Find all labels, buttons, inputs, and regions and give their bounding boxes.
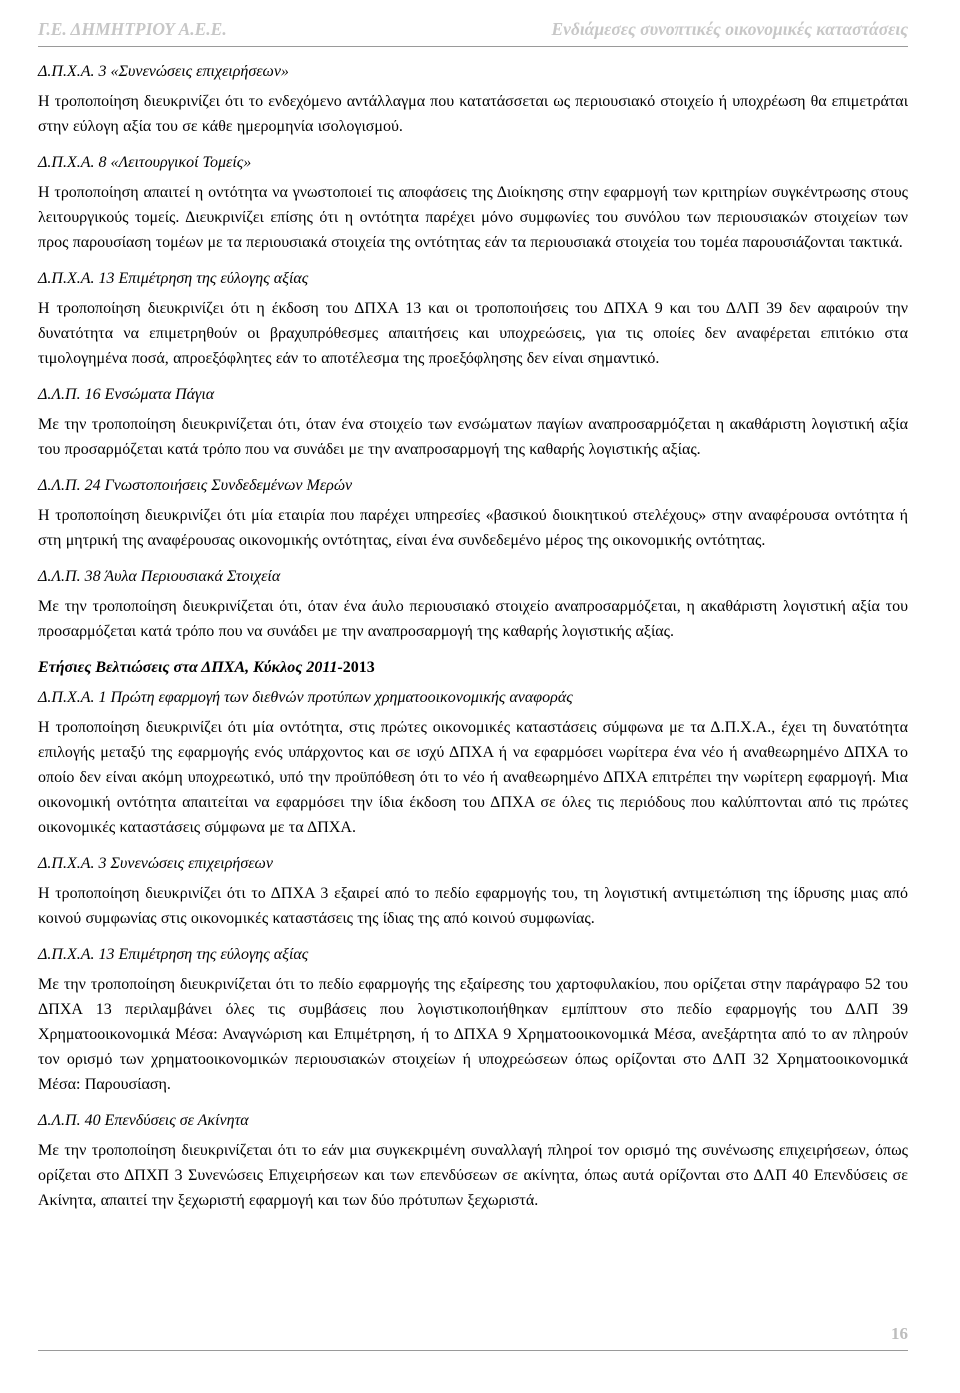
section-heading: Δ.Λ.Π. 16 Ενσώματα Πάγια — [38, 386, 215, 403]
report-title: Ενδιάμεσες συνοπτικές οικονομικές καταστάσεις — [551, 19, 908, 39]
section-paragraph: Η τροποποίηση απαιτεί η οντότητα να γνωστοποιεί τις αποφάσεις της Διοίκησης στην εφαρμογή των κριτηρίων συγκέντρωσης στους λειτουργικούς τομείς. Διευκρινίζει επίσης ότι η οντότητα παρέχει μόνο συμφωνίες του συνόλου των περιουσιακών στοιχείων των προς παρουσίαση τομέων με τα περιουσιακά στοιχεία της οντότητας εάν τα περιουσιακά στοιχεία του τομέα παρουσιάζονται τακτικά. — [38, 184, 908, 251]
section-paragraph: Με την τροποποίηση διευκρινίζεται ότι, όταν ένα άυλο περιουσιακό στοιχείο αναπροσαρμόζεται, η ακαθάριστη λογιστική αξία του προσαρμόζεται κατά τρόπο που να συνάδει με την αναπροσαρμογή της καθαρής λογιστικής αξίας. — [38, 598, 908, 640]
section-heading: Δ.Π.Χ.Α. 13 Επιμέτρηση της εύλογης αξίας — [38, 270, 309, 287]
section-paragraph: Η τροποποίηση διευκρινίζει ότι το ενδεχόμενο αντάλλαγμα που κατατάσσεται ως περιουσιακό στοιχείο ή υποχρέωση θα επιμετράται στην εύλογη αξία του σε κάθε ημερομηνία ισολογισμού. — [38, 93, 908, 135]
section-paragraph: Η τροποποίηση διευκρινίζει ότι το ΔΠΧΑ 3 εξαιρεί από το πεδίο εφαρμογής του, τη λογιστική αντιμετώπιση της ίδρυσης μιας από κοινού συμφωνίας στις οικονομικές καταστάσεις της ίδιας της από κοινού συμφωνίας. — [38, 885, 908, 927]
section-heading: Δ.Π.Χ.Α. 8 «Λειτουργικοί Τομείς» — [38, 154, 252, 171]
section-paragraph: Η τροποποίηση διευκρινίζει ότι μία εταιρία που παρέχει υπηρεσίες «βασικού διοικητικού στελέχους» στην αναφέρουσα οντότητα ή στη μητρική της αναφέρουσας οικονομικής οντότητας, είναι ένα συνδεδεμένο μέρος της οικονομικής οντότητας. — [38, 507, 908, 549]
page-header — [38, 16, 908, 47]
company-name: Γ.Ε. ΔΗΜΗΤΡΙΟΥ Α.Ε.Ε. — [38, 19, 227, 39]
annual-title-year: 2013 — [342, 659, 375, 676]
annual-improvements-title — [38, 655, 908, 680]
document-body — [38, 59, 908, 1224]
section-heading: Δ.Π.Χ.Α. 3 «Συνενώσεις επιχειρήσεων» — [38, 63, 289, 80]
page-footer — [38, 1318, 908, 1351]
section-heading: Δ.Π.Χ.Α. 1 Πρώτη εφαρμογή των διεθνών προτύπων χρηματοοικονομικής αναφοράς — [38, 689, 573, 706]
section-heading: Δ.Λ.Π. 24 Γνωστοποιήσεις Συνδεδεμένων Μερών — [38, 477, 353, 494]
section-paragraph: Με την τροποποίηση διευκρινίζεται ότι το πεδίο εφαρμογής της εξαίρεσης του χαρτοφυλακίου, που ορίζεται στην παράγραφο 52 του ΔΠΧΑ 13 περιλαμβάνει όλες τις συμβάσεις που λογιστικοποιήθηκαν εμπίπτουν στο πεδίο εφαρμογής του ΔΛΠ 39 Χρηματοοικονομικά Μέσα: Αναγνώριση και Επιμέτρηση, ή το ΔΠΧΑ 9 Χρηματοοικονομικά Μέσα, ανεξάρτητα από το αν πληρούν τον ορισμό των χρηματοοικονομικών περιουσιακών στοιχείων ή υποχρεώσεων όπως ορίζονται στο ΔΛΠ 32 Χρηματοοικονομικά Μέσα: Παρουσίαση. — [38, 976, 908, 1093]
section-heading: Δ.Π.Χ.Α. 3 Συνενώσεις επιχειρήσεων — [38, 855, 273, 872]
section-heading: Δ.Π.Χ.Α. 13 Επιμέτρηση της εύλογης αξίας — [38, 946, 309, 963]
section-paragraph: Με την τροποποίηση διευκρινίζεται ότι, όταν ένα στοιχείο των ενσώματων παγίων αναπροσαρμόζεται η ακαθάριστη λογιστική αξία του προσαρμόζεται κατά τρόπο που να συνάδει με την αναπροσαρμογή της καθαρής λογιστικής αξίας. — [38, 416, 908, 458]
annual-title-text: Ετήσιες Βελτιώσεις στα ΔΠΧΑ, Κύκλος 2011- — [38, 659, 343, 676]
page-number: 16 — [891, 1324, 908, 1343]
section-heading: Δ.Λ.Π. 38 Άυλα Περιουσιακά Στοιχεία — [38, 568, 281, 585]
section-paragraph: Με την τροποποίηση διευκρινίζεται ότι το εάν μια συγκεκριμένη συναλλαγή πληροί τον ορισμό της συνένωσης επιχειρήσεων, όπως ορίζεται στο ΔΠΧΠ 3 Συνενώσεις Επιχειρήσεων και των επενδύσεων σε ακίνητα, όπως αυτά ορίζονται στο ΔΛΠ 40 Επενδύσεις σε Ακίνητα, απαιτεί την ξεχωριστή εφαρμογή και των δύο πρότυπων ξεχωριστά. — [38, 1142, 908, 1209]
section-paragraph: Η τροποποίηση διευκρινίζει ότι η έκδοση του ΔΠΧΑ 13 και οι τροποποιήσεις του ΔΠΧΑ 9 και του ΔΛΠ 39 δεν αφαιρούν την δυνατότητα να επιμετρηθούν οι βραχυπρόθεσμες απαιτήσεις και υποχρεώσεις, για τις οποίες δεν αναφέρεται επιτόκιο στα τιμολογημένα ποσά, απροεξόφλητες εάν το αποτέλεσμα της προεξόφλησης δεν είναι σημαντικό. — [38, 300, 908, 367]
section-heading: Δ.Λ.Π. 40 Επενδύσεις σε Ακίνητα — [38, 1112, 249, 1129]
section-paragraph: Η τροποποίηση διευκρινίζει ότι μία οντότητα, στις πρώτες οικονομικές καταστάσεις σύμφωνα με τα Δ.Π.Χ.Α., έχει τη δυνατότητα επιλογής μεταξύ της εφαρμογής ενός υπάρχοντος και σε ισχύ ΔΠΧΑ ή να εφαρμόσει νωρίτερα ένα νέο ή αναθεωρημένο ΔΠΧΑ το οποίο δεν είναι ακόμη υποχρεωτικό, υπό την προϋπόθεση ότι το νέο ή αναθεωρημένο ΔΠΧΑ επιτρέπει την νωρίτερη εφαρμογή. Μια οικονομική οντότητα απαιτείται να εφαρμόσει την ίδια έκδοση του ΔΠΧΑ σε όλες τις περιόδους που καλύπτονται από τις πρώτες οικονομικές καταστάσεις σύμφωνα με τα ΔΠΧΑ. — [38, 719, 908, 836]
